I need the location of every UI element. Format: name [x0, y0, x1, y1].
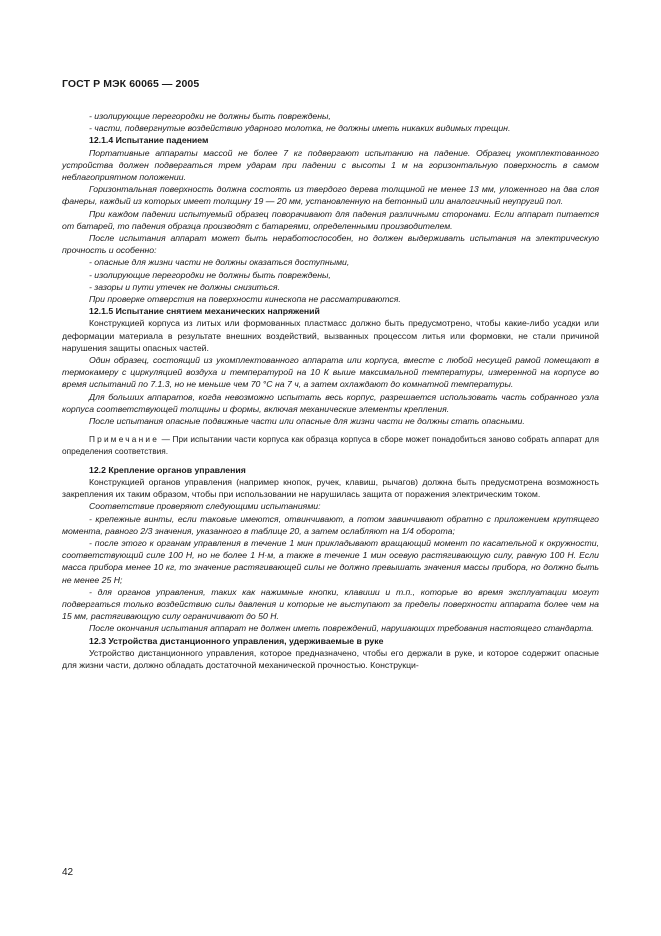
list-item: - части, подвергнутые воздействию ударного молотка, не должны иметь никаких видимых трещин. [89, 123, 511, 134]
list-item: - для органов управления, таких как нажимные кнопки, клавиши и т.п., которые во время эксплуатации могут подвергаться только воздействию силы давления и которые не выступают за пределы поверхности аппарата более чем на 15 мм, растягивающую силу ограничивают до 50 Н. [62, 586, 599, 622]
paragraph: Один образец, состоящий из укомплектованного аппарата или корпуса, вместе с любой несущей рамой помещают в термокамеру с циркуляцией воздуха и температурой на 10 К выше максимальной температуры, измеренной на корпусе во время испытаний по 7.1.3, но не меньше чем 70 °С на 7 ч, а затем охлаждают до комнатной температуры. [62, 355, 599, 390]
section-heading: 12.2 Крепление органов управления [89, 464, 246, 475]
paragraph: Устройство дистанционного управления, которое предназначено, чтобы его держали в руке, и которое содержит опасные для жизни части, должно обладать достаточной механической прочностью. Конструкци- [62, 647, 599, 670]
paragraph: После испытания аппарат может быть неработоспособен, но должен выдерживать испытания на электрическую прочность и особенно: [62, 233, 599, 256]
note-text: — При испытании части корпуса как образца корпуса в сборе может понадобиться заново собрать аппарат для определения соответствия. [62, 434, 599, 457]
paragraph: Конструкцией корпуса из литых или формованных пластмасс должно быть предусмотрено, чтобы какие-либо усадки или деформации материала в результате внешних воздействий, вызванных процессом литья или формовки, не стали причиной нарушения защиты опасных частей. [62, 318, 599, 353]
section-heading: 12.3 Устройства дистанционного управления, удерживаемые в руке [89, 635, 384, 646]
document-body [62, 110, 599, 671]
list-item: - зазоры и пути утечек не должны снизиться. [89, 281, 280, 292]
list-item: - изолирующие перегородки не должны быть повреждены, [89, 269, 331, 280]
list-item: - крепежные винты, если таковые имеются, отвинчивают, а потом завинчивают обратно с приложением крутящего момента, равного 2/3 значения, указанного в таблице 20, а затем ослабляют на 1/4 оборота; [62, 513, 599, 536]
list-item: - после этого к органам управления в течение 1 мин прикладывают вращающий момент по касательной к окружности, соответствующий силе 100 Н, но не более 1 Н·м, а также в течение 1 мин осевую растягивающую силу, равную 100 Н. Если масса прибора менее 10 кг, то значение растягивающей силы не должно превышать значения массы прибора, но должно быть не менее 25 Н; [62, 537, 599, 585]
paragraph: Конструкцией органов управления (например кнопок, ручек, клавиш, рычагов) должна быть предусмотрена возможность закрепления их таким образом, чтобы при использовании не нарушилась защита от поражения электрическим током. [62, 476, 599, 500]
paragraph: При проверке отверстия на поверхности кинескопа не рассматриваются. [89, 294, 401, 305]
section-heading: 12.1.4 Испытание падением [89, 135, 209, 146]
list-item: - изолирующие перегородки не должны быть повреждены, [89, 111, 331, 121]
paragraph: Соответствие проверяют следующими испытаниями: [89, 501, 321, 512]
paragraph: Портативные аппараты массой не более 7 кг подвергают испытанию на падение. Образец укомплектованного устройства должен подвергаться трем ударам при падении с высоты 1 м на горизонтальную поверхность в самом неблагоприятном положении. [62, 147, 599, 183]
note-label: Примечание [89, 434, 160, 445]
note [62, 433, 599, 457]
paragraph: После окончания испытания аппарат не должен иметь повреждений, нарушающих требования настоящего стандарта. [89, 623, 594, 634]
page-number: 42 [62, 867, 74, 878]
list-item: - опасные для жизни части не должны оказаться доступными, [89, 257, 350, 268]
page-header: ГОСТ Р МЭК 60065 — 2005 [62, 78, 200, 90]
paragraph: При каждом падении испытуемый образец поворачивают для падения различными сторонами. Если аппарат питается от батарей, то падения образца производят с батареями, определенными производителем. [62, 208, 599, 231]
section-heading: 12.1.5 Испытание снятием механических напряжений [89, 306, 320, 317]
paragraph: Горизонтальная поверхность должна состоять из твердого дерева толщиной не менее 13 мм, уложенного на два слоя фанеры, каждый из которых имеет толщину 19 — 20 мм, установленную на бетонный или аналогичный неупругий пол. [62, 184, 599, 207]
paragraph: Для больших аппаратов, когда невозможно испытать весь корпус, разрешается использовать часть собранного узла корпуса соответствующей толщины и формы, включая механические элементы крепления. [62, 391, 599, 414]
paragraph: После испытания опасные подвижные части или опасные для жизни части не должны стать опасными. [89, 416, 525, 427]
